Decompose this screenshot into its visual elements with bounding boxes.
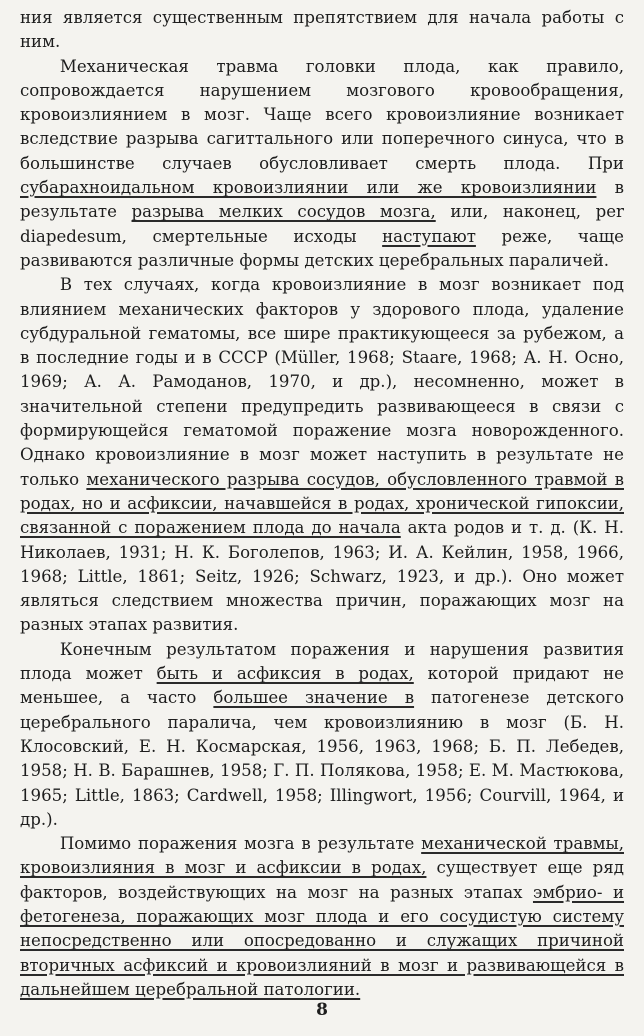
- underlined-text: субарахноидальном кровоизлиянии или же кровоизлиянии: [20, 178, 597, 198]
- text-run: ния является существенным препятствием для начала работы с ним.: [20, 8, 624, 52]
- paragraph: [20, 273, 624, 637]
- text-run: Конечным результатом поражения и нарушения развития плода может: [20, 639, 624, 684]
- paragraph: [20, 832, 624, 1002]
- paragraph: [20, 6, 624, 55]
- text-run: В тех случаях, когда кровоизлияние в мозг возникает под влиянием механических факторов у здорового плода, удаление субдуральной гематомы, все шире практикующееся за рубежом, а в последние годы и в СССР (Müller, 1968; Staare, 1968; А. Н. Осно, 1969; А. А. Рамоданов, 1970, и др.), несомненно, может в значительной степени предупредить развивающееся в связи с формирующейся гематомой поражение мозга новорожденного. Однако кровоизлияние в мозг может наступить в результате не только: [20, 275, 624, 489]
- text-run: которой придают не меньшее, а часто: [20, 664, 624, 708]
- text-run: Механическая травма головки плода, как правило, сопровождается нарушением мозгового кровообращения, кровоизлиянием в мозг. Чаще всего кровоизлияние возникает вследствие разрыва сагиттального или поперечного синуса, что в большинстве случаев обусловливает смерть плода. При: [20, 56, 624, 173]
- text-run: реже, чаще развиваются различные формы детских церебральных параличей.: [20, 226, 624, 270]
- text-run: Помимо поражения мозга в результате: [59, 834, 422, 854]
- underlined-text: эмбрио- и фетогенеза, поражающих мозг плода и его сосудистую систему непосредственно или опосредованно и служащих причиной вторичных асфиксий и кровоизлияний в мозг и развивающейся в дальнейшем церебральной патологии.: [20, 882, 625, 999]
- underlined-text: наступают: [382, 226, 476, 246]
- underlined-text: большее значение в: [213, 688, 415, 708]
- paragraph: [20, 638, 624, 832]
- underlined-text: разрыва мелких сосудов мозга,: [131, 202, 436, 222]
- text-run: существует еще ряд факторов, воздействующих на мозг на разных этапах: [20, 858, 624, 902]
- page-number: 8: [316, 1000, 328, 1020]
- body-text: [20, 6, 624, 1002]
- underlined-text: механической травмы, кровоизлияния в мозг и асфиксии в родах,: [20, 834, 624, 878]
- text-run: акта родов и т. д. (К. Н. Николаев, 1931; Н. К. Боголепов, 1963; И. А. Кейлин, 1958, 1966, 1968; Little, 1861; Seitz, 1926; Schwarz, 1923, и др.). Оно может являться следствием множества причин, поражающих мозг на разных этапах развития.: [20, 518, 624, 635]
- text-run: патогенезе детского церебрального паралича, чем кровоизлиянию в мозг (Б. Н. Клосовский, Е. Н. Космарская, 1956, 1963, 1968; Б. П. Лебедев, 1958; Н. В. Барашнев, 1958; Г. П. Полякова, 1958; Е. М. Мастюкова, 1965; Little, 1863; Cardwell, 1958; Illingwort, 1956; Courvill, 1964, и др.).: [20, 688, 624, 829]
- underlined-text: быть и асфиксия в родах,: [156, 664, 414, 684]
- paragraph: [20, 55, 624, 274]
- underlined-text: механического разрыва сосудов, обусловленного травмой в родах, но и асфиксии, начавшейся в родах, хронической гипоксии, связанной с поражением плода до начала: [20, 469, 624, 538]
- text-run: в результате: [20, 178, 624, 222]
- text-run: или, наконец, per diapedesum, смертельные исходы: [20, 202, 624, 246]
